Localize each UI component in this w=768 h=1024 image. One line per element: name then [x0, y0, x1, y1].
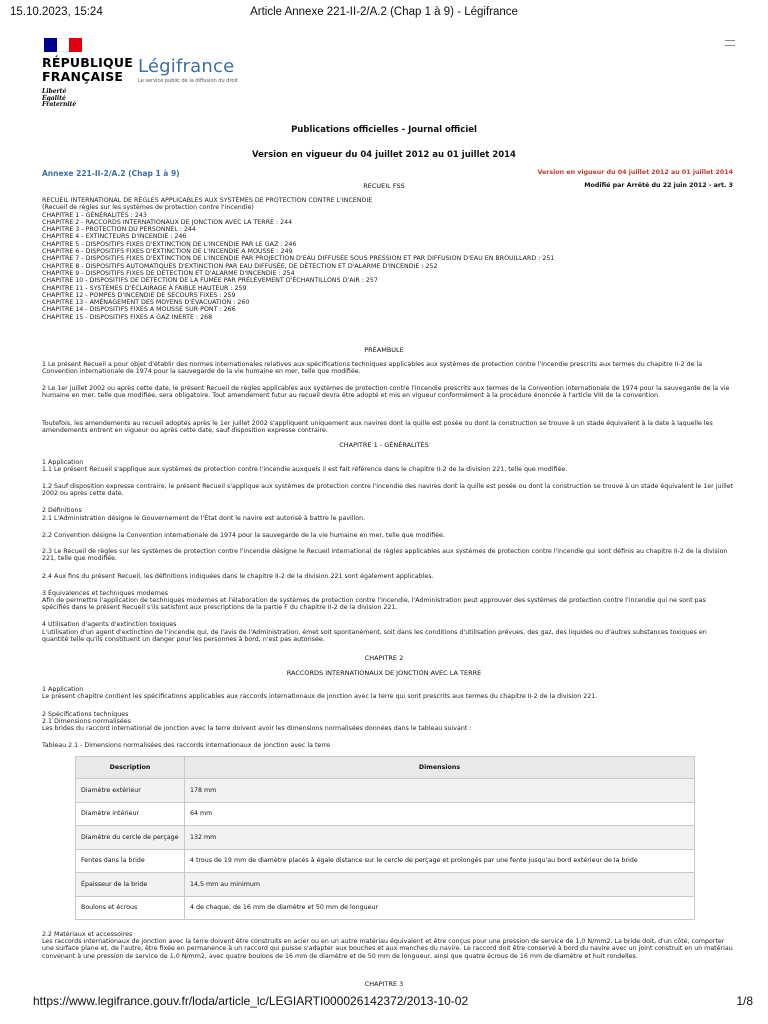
table-cell: Diamètre du cercle de perçage [76, 826, 185, 850]
c2-section-2-1-title: 2.1 Dimensions normalisées [42, 718, 131, 725]
table-cell: Boulons et écrous [76, 896, 185, 920]
toc-item: CHAPITRE 8 - DISPOSITIFS AUTOMATIQUES D'EXTINCTION PAR EAU DIFFUSÉE, DE DÉTECTION ET D'ALARME D'INCENDIE : 252 [42, 262, 438, 270]
c1-section-4-text: L'utilisation d'un agent d'extinction de l'incendie qui, de l'avis de l'Administration, émet soit spontanément, soit dans les conditions d'utilisation prévues, des gaz, des liquides ou d'autres substances toxiques en quantité telle qu'ils constituent un danger pour les personnes à bord, n'est pas autorisée. [42, 629, 707, 644]
table-row [76, 873, 695, 897]
brand-name: Légifrance [138, 56, 235, 77]
chapter-2-heading: CHAPITRE 2 [364, 654, 404, 662]
toc-item: CHAPITRE 9 - DISPOSITIFS FIXES DE DÉTECTION ET D'ALARME D'INCENDIE : 254 [42, 269, 295, 277]
motto-egalite: Égalité [42, 94, 66, 102]
french-flag-icon [44, 38, 82, 52]
preambule-paragraph-3: Toutefois, les amendements au recueil adoptés après le 1er juillet 2002 s'appliquent uniquement aux navires dont la quille est posée ou dont la construction se trouve à un stade équivalent à la date à laquelle les amendements entrent en vigueur ou après cette date, sauf disposition expresse contraire. [42, 420, 713, 435]
table-header-dimensions: Dimensions [185, 757, 695, 779]
table-header-description: Description [76, 757, 185, 779]
c2-section-2-2-title: 2.2 Matériaux et accessoires [42, 931, 133, 938]
c1-section-3-title: 3 Équivalences et techniques modernes [42, 590, 169, 597]
print-page-title: Article Annexe 221-II-2/A.2 (Chap 1 à 9) - Légifrance [250, 6, 518, 18]
table-row [76, 779, 695, 803]
toc-item: CHAPITRE 2 - RACCORDS INTERNATIONAUX DE JONCTION AVEC LA TERRE : 244 [42, 218, 293, 226]
motto [42, 89, 133, 109]
table-cell: 64 mm [185, 802, 695, 826]
dimensions-table [75, 756, 695, 920]
c1-application-title: 1 Application [42, 459, 84, 466]
version-title: Version en vigueur du 04 juillet 2012 au 01 juillet 2014 [252, 150, 516, 160]
toc-item: CHAPITRE 14 - DISPOSITIFS FIXES A MOUSSE SUR PONT : 266 [42, 306, 236, 314]
toc-item: CHAPITRE 4 - EXTINCTEURS D'INCENDIE : 246 [42, 233, 187, 241]
c1-definitions-title: 2 Définitions [42, 507, 82, 514]
table-cell: Épaisseur de la bride [76, 873, 185, 897]
preambule-paragraph-1: 1 Le présent Recueil a pour objet d'établir des normes internationales relatives aux spécifications techniques applicables aux systèmes de protection contre l'incendie prescrits aux termes du chapitre II-2 de la Convention internationale de 1974 pour la sauvegarde de la vie humaine en mer, telle que modifiée. [42, 361, 703, 376]
c1-paragraph-1-1: 1.1 Le présent Recueil s'applique aux systèmes de protection contre l'incendie auxquels il est fait référence dans le chapitre II-2 de la division 221, telle que modifiée. [42, 466, 568, 473]
table-cell: 178 mm [185, 779, 695, 803]
table-cell: 14,5 mm au minimum [185, 873, 695, 897]
print-datetime: 15.10.2023, 15:24 [10, 6, 103, 18]
chapter-3-heading: CHAPITRE 3 [364, 980, 404, 988]
modified-by-text: Modifié par Arrêté du 22 juin 2012 - art. 3 [584, 182, 733, 189]
toc-item: (Recueil de règles sur les systèmes de protection contre l'incendie) [42, 204, 254, 212]
table-cell: Diamètre intérieur [76, 802, 185, 826]
rep-line-1: RÉPUBLIQUE [42, 55, 133, 70]
c1-section-3-text: Afin de permettre l'application de techniques modernes et l'élaboration de systèmes de protection contre l'incendie, l'Administration peut approuver des systèmes de protection contre l'incendie qui ne sont pas spécifiés dans le présent Recueil s'ils satisfont aux prescriptions de la partie F du chapitre II-2 de la division 221. [42, 597, 706, 612]
annex-link[interactable]: Annexe 221-II-2/A.2 (Chap 1 à 9) [42, 169, 180, 178]
toc-item: CHAPITRE 13 - AMÉNAGEMENT DES MOYENS D'ÉVACUATION : 260 [42, 299, 250, 307]
version-badge: Version en vigueur du 04 juillet 2012 au 01 juillet 2014 [537, 169, 733, 176]
c2-paragraph-1: Le présent chapitre contient les spécifications applicables aux raccords internationaux de jonction avec la terre qui sont prescrits aux termes du chapitre II-2 de la division 221. [42, 693, 598, 700]
preambule-paragraph-2: 2 Le 1er juillet 2002 ou après cette date, le présent Recueil de règles applicables aux systèmes de protection contre l'incendie prescrits aux termes de la Convention internationale de 1974 pour la sauvegarde de la vie humaine en mer, telle que modifiée, sera obligatoire. Tout amendement futur au recueil devra être adopté et mis en vigueur conformément à la procédure énoncée à l'article VIII de la convention. [42, 385, 730, 400]
motto-liberte: Liberté [42, 88, 67, 95]
legifrance-brand[interactable] [138, 56, 238, 84]
table-of-contents [42, 197, 734, 321]
toc-item: CHAPITRE 10 - DISPOSITIFS DE DÉTECTION DE LA FUMÉE PAR PRÉLÈVEMENT D'ÉCHANTILLONS D'AIR : 257 [42, 277, 378, 285]
table-row [76, 826, 695, 850]
table-cell: 4 trous de 19 mm de diamètre placés à égale distance sur le cercle de perçage et prolongés par une fente jusqu'au bord extérieur de la bride [185, 849, 695, 873]
c2-application-title: 1 Application [42, 686, 84, 693]
table-header-row [76, 757, 695, 779]
chapter-1-heading: CHAPITRE 1 - GÉNÉRALITÉS [339, 441, 429, 449]
republique-francaise-logo[interactable] [42, 38, 133, 109]
c1-section-4-title: 4 Utilisation d'agents d'extinction toxiques [42, 621, 177, 628]
preambule-heading: PRÉAMBULE [364, 346, 404, 354]
c2-section-2-1-text: Les brides du raccord international de jonction avec la terre doivent avoir les dimensions normalisées données dans le tableau suivant : [42, 725, 472, 732]
c1-paragraph-2-1: 2.1 L'Administration désigne le Gouvernement de l'État dont le navire est autorisé à battre le pavillon. [42, 515, 366, 522]
toc-item: CHAPITRE 3 - PROTECTION DU PERSONNEL : 244 [42, 226, 196, 234]
modified-by[interactable] [584, 182, 733, 189]
menu-icon[interactable] [725, 40, 735, 46]
table-caption: Tableau 2.1 - Dimensions normalisées des raccords internationaux de jonction avec la terre [42, 742, 331, 749]
c2-section-2-title: 2 Spécifications techniques [42, 711, 129, 718]
toc-item: CHAPITRE 12 - POMPES D'INCENDIE DE SECOURS FIXES : 259 [42, 291, 236, 299]
c1-paragraph-2-2: 2.2 Convention désigne la Convention internationale de 1974 pour la sauvegarde de la vie humaine en mer, telle que modifiée. [42, 532, 445, 539]
c1-paragraph-1-2: 1.2 Sauf disposition expresse contraire, le présent Recueil s'applique aux systèmes de protection contre l'incendie des navires dont la quille est posée ou dont la construction se trouve à un stade équivalent le 1er juillet 2002 ou après cette date. [42, 483, 734, 498]
c1-paragraph-2-3: 2.3 Le Recueil de règles sur les systèmes de protection contre l'incendie désigne le Recueil international de règles applicables aux systèmes de protection contre l'incendie qui sont définis au chapitre II-2 de la division 221, telle que modifiée. [42, 548, 728, 563]
c1-paragraph-2-4: 2.4 Aux fins du présent Recueil, les définitions indiquées dans le chapitre II-2 de la division 221 sont également applicables. [42, 573, 434, 580]
print-header [0, 6, 768, 22]
toc-item: CHAPITRE 11 - SYSTÈMES D'ÉCLAIRAGE À FAIBLE HAUTEUR : 259 [42, 284, 247, 292]
toc-item: RECUEIL INTERNATIONAL DE RÈGLES APPLICABLES AUX SYSTÈMES DE PROTECTION CONTRE L'INCENDIE [42, 197, 373, 204]
brand-tagline: Le service public de la diffusion du droit [138, 78, 238, 84]
table-row [76, 896, 695, 920]
table-row [76, 802, 695, 826]
motto-fraternite: Fraternité [42, 101, 77, 108]
toc-item: CHAPITRE 6 - DISPOSITIFS FIXES D'EXTINCTION DE L'INCENDIE A MOUSSE : 249 [42, 248, 293, 256]
toc-item: CHAPITRE 7 - DISPOSITIFS FIXES D'EXTINCTION DE L'INCENDIE PAR PROJECTION D'EAU DIFFUSÉE SOUS PRESSION ET PAR DIFFUSION D'EAU EN BROUILLARD : 251 [42, 255, 555, 263]
republique-name [42, 56, 133, 83]
publications-title: Publications officielles - Journal officiel [291, 125, 477, 135]
c2-section-2-2-text: Les raccords internationaux de jonction avec la terre doivent être construits en acier ou en un autre matériau équivalent et être conçus pour une pression de service de 1,0 N/mm2. La bride doit, d'un côté, comporter une surface plane et, de l'autre, être fixée en permanence à un raccord qui puisse s'adapter aux bouches et aux manches du navire. Le raccord doit être conservé à bord du navire avec un joint construit en un matériau convenant à une pression de service de 1,0 N/mm2, avec quatre boulons de 16 mm de diamètre et de 50 mm de longueur, ainsi que quatre écrous de 16 mm de diamètre et huit rondelles. [42, 938, 733, 960]
rep-line-2: FRANÇAISE [42, 68, 124, 84]
toc-item: CHAPITRE 1 - GÉNÉRALITÉS : 243 [42, 211, 147, 219]
recueil-heading: RECUEIL FSS [363, 182, 405, 190]
table-row [76, 849, 695, 873]
toc-item: CHAPITRE 5 - DISPOSITIFS FIXES D'EXTINCTION DE L'INCENDIE PAR LE GAZ : 246 [42, 240, 297, 248]
chapter-2-subheading: RACCORDS INTERNATIONAUX DE JONCTION AVEC LA TERRE [286, 669, 482, 677]
table-cell: Diamètre extérieur [76, 779, 185, 803]
print-url: https://www.legifrance.gouv.fr/loda/article_lc/LEGIARTI000026142372/2013-10-02 [33, 994, 469, 1008]
print-page-number: 1/8 [736, 994, 753, 1008]
table-cell: 4 de chaque, de 16 mm de diamètre et 50 mm de longueur [185, 896, 695, 920]
table-cell: 132 mm [185, 826, 695, 850]
table-cell: Fentes dans la bride [76, 849, 185, 873]
toc-item: CHAPITRE 15 - DISPOSITIFS FIXES A GAZ INERTE : 268 [42, 313, 213, 321]
